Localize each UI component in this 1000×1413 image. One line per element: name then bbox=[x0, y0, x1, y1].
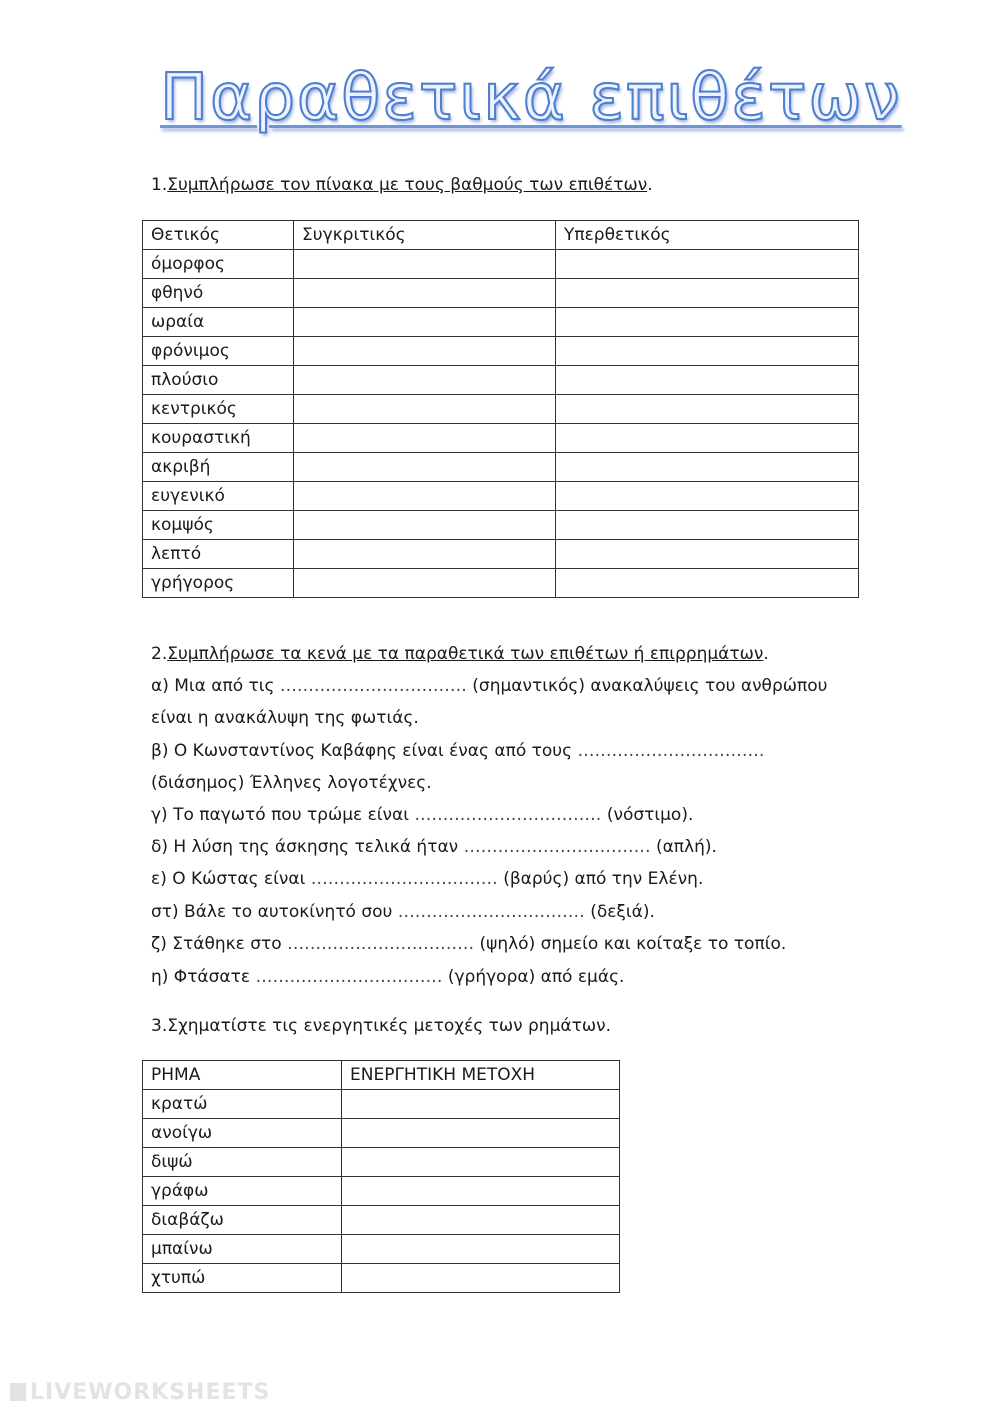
verb-cell: διαβάζω bbox=[143, 1206, 342, 1235]
sentence-text-after: (νόστιμο). bbox=[601, 805, 694, 825]
sentence-text-after: (γρήγορα) από εμάς. bbox=[442, 967, 625, 987]
section3-heading: 3.Σχηματίστε τις ενεργητικές μετοχές των ρημάτων. bbox=[151, 1016, 611, 1036]
answer-blank[interactable]: …………………………… bbox=[287, 934, 475, 954]
answer-blank[interactable]: …………………………… bbox=[463, 837, 651, 857]
verb-cell: κρατώ bbox=[143, 1090, 342, 1119]
participle-answer-cell[interactable] bbox=[342, 1119, 620, 1148]
answer-blank[interactable]: …………………………… bbox=[414, 805, 602, 825]
participle-answer-cell[interactable] bbox=[342, 1177, 620, 1206]
participle-answer-cell[interactable] bbox=[342, 1206, 620, 1235]
participle-table bbox=[142, 1060, 620, 1293]
sentence-line bbox=[151, 837, 717, 857]
sentence-text-before: ε) Ο Κώστας είναι bbox=[151, 869, 311, 889]
positive-degree-cell: ωραία bbox=[143, 308, 294, 337]
table-row bbox=[143, 569, 859, 598]
comparative-answer-cell[interactable] bbox=[294, 424, 556, 453]
superlative-answer-cell[interactable] bbox=[556, 569, 859, 598]
column-header: Θετικός bbox=[143, 221, 294, 250]
section1-heading bbox=[151, 175, 653, 195]
sentence-text-before: ζ) Στάθηκε στο bbox=[151, 934, 288, 954]
sentence-text-after: (ψηλό) σημείο και κοίταξε το τοπίο. bbox=[474, 934, 787, 954]
table-row bbox=[143, 308, 859, 337]
sentence-line bbox=[151, 773, 432, 793]
comparison-table bbox=[142, 220, 859, 598]
comparative-answer-cell[interactable] bbox=[294, 453, 556, 482]
column-header: ΡΗΜΑ bbox=[143, 1061, 342, 1090]
superlative-answer-cell[interactable] bbox=[556, 366, 859, 395]
table-row bbox=[143, 1235, 620, 1264]
sentence-text-before: (διάσημος) Έλληνες λογοτέχνες. bbox=[151, 773, 432, 793]
sentence-line bbox=[151, 708, 419, 728]
sentence-line bbox=[151, 741, 764, 761]
superlative-answer-cell[interactable] bbox=[556, 540, 859, 569]
table-header-row bbox=[143, 1061, 620, 1090]
sentence-text-after: (δεξιά). bbox=[584, 902, 655, 922]
page-title: Παραθετικά επιθέτων bbox=[160, 61, 902, 135]
answer-blank[interactable]: …………………………… bbox=[279, 676, 467, 696]
comparative-answer-cell[interactable] bbox=[294, 569, 556, 598]
table-row bbox=[143, 511, 859, 540]
positive-degree-cell: φθηνό bbox=[143, 279, 294, 308]
comparative-answer-cell[interactable] bbox=[294, 337, 556, 366]
table-row bbox=[143, 250, 859, 279]
table-row bbox=[143, 279, 859, 308]
sentence-text-before: δ) Η λύση της άσκησης τελικά ήταν bbox=[151, 837, 464, 857]
comparative-answer-cell[interactable] bbox=[294, 482, 556, 511]
table-row bbox=[143, 1090, 620, 1119]
sentence-line bbox=[151, 676, 827, 696]
section2-number: 2. bbox=[151, 644, 168, 664]
table-row bbox=[143, 395, 859, 424]
table-row bbox=[143, 453, 859, 482]
table-header-row bbox=[143, 221, 859, 250]
column-header: Υπερθετικός bbox=[556, 221, 859, 250]
participle-answer-cell[interactable] bbox=[342, 1090, 620, 1119]
table-row bbox=[143, 337, 859, 366]
table-row bbox=[143, 1119, 620, 1148]
table-row bbox=[143, 1264, 620, 1293]
section2-instruction: Συμπλήρωσε τα κενά με τα παραθετικά των επιθέτων ή επιρρημάτων bbox=[167, 644, 764, 664]
positive-degree-cell: ευγενικό bbox=[143, 482, 294, 511]
sentence-line bbox=[151, 967, 624, 987]
table-row bbox=[143, 1206, 620, 1235]
answer-blank[interactable]: …………………………… bbox=[255, 967, 443, 987]
comparative-answer-cell[interactable] bbox=[294, 366, 556, 395]
positive-degree-cell: κεντρικός bbox=[143, 395, 294, 424]
sentence-text-after: (απλή). bbox=[650, 837, 717, 857]
verb-cell: χτυπώ bbox=[143, 1264, 342, 1293]
section1-period: . bbox=[647, 175, 653, 195]
sentence-line bbox=[151, 934, 786, 954]
table-row bbox=[143, 540, 859, 569]
sentence-text-before: γ) Το παγωτό που τρώμε είναι bbox=[151, 805, 415, 825]
sentence-line bbox=[151, 805, 693, 825]
participle-answer-cell[interactable] bbox=[342, 1235, 620, 1264]
liveworksheets-logo-icon bbox=[10, 1383, 26, 1401]
participle-answer-cell[interactable] bbox=[342, 1264, 620, 1293]
sentence-text-before: α) Μια από τις bbox=[151, 676, 280, 696]
superlative-answer-cell[interactable] bbox=[556, 511, 859, 540]
answer-blank[interactable]: …………………………… bbox=[397, 902, 585, 922]
superlative-answer-cell[interactable] bbox=[556, 250, 859, 279]
comparative-answer-cell[interactable] bbox=[294, 250, 556, 279]
verb-cell: γράφω bbox=[143, 1177, 342, 1206]
verb-cell: ανοίγω bbox=[143, 1119, 342, 1148]
positive-degree-cell: όμορφος bbox=[143, 250, 294, 279]
sentence-text-before: β) Ο Κωνσταντίνος Καβάφης είναι ένας από τους bbox=[151, 741, 578, 761]
superlative-answer-cell[interactable] bbox=[556, 308, 859, 337]
liveworksheets-watermark bbox=[10, 1380, 270, 1405]
superlative-answer-cell[interactable] bbox=[556, 337, 859, 366]
sentence-text-after: (σημαντικός) ανακαλύψεις του ανθρώπου bbox=[466, 676, 828, 696]
positive-degree-cell: ακριβή bbox=[143, 453, 294, 482]
comparative-answer-cell[interactable] bbox=[294, 511, 556, 540]
positive-degree-cell: λεπτό bbox=[143, 540, 294, 569]
sentence-line bbox=[151, 902, 655, 922]
comparative-answer-cell[interactable] bbox=[294, 395, 556, 424]
sentence-text-before: η) Φτάσατε bbox=[151, 967, 256, 987]
comparative-answer-cell[interactable] bbox=[294, 279, 556, 308]
column-header: ΕΝΕΡΓΗΤΙΚΗ ΜΕΤΟΧΗ bbox=[342, 1061, 620, 1090]
verb-cell: μπαίνω bbox=[143, 1235, 342, 1264]
positive-degree-cell: κομψός bbox=[143, 511, 294, 540]
sentence-line bbox=[151, 869, 703, 889]
section2-period: . bbox=[763, 644, 769, 664]
positive-degree-cell: πλούσιο bbox=[143, 366, 294, 395]
positive-degree-cell: φρόνιμος bbox=[143, 337, 294, 366]
answer-blank[interactable]: …………………………… bbox=[577, 741, 765, 761]
positive-degree-cell: γρήγορος bbox=[143, 569, 294, 598]
answer-blank[interactable]: …………………………… bbox=[310, 869, 498, 889]
watermark-text: LIVEWORKSHEETS bbox=[30, 1380, 271, 1405]
comparative-answer-cell[interactable] bbox=[294, 540, 556, 569]
comparative-answer-cell[interactable] bbox=[294, 308, 556, 337]
sentence-text-after: (βαρύς) από την Ελένη. bbox=[497, 869, 704, 889]
sentence-text-before: στ) Βάλε το αυτοκίνητό σου bbox=[151, 902, 398, 922]
superlative-answer-cell[interactable] bbox=[556, 279, 859, 308]
section1-instruction: Συμπλήρωσε τον πίνακα με τους βαθμούς των επιθέτων bbox=[167, 175, 648, 195]
superlative-answer-cell[interactable] bbox=[556, 395, 859, 424]
superlative-answer-cell[interactable] bbox=[556, 453, 859, 482]
participle-answer-cell[interactable] bbox=[342, 1148, 620, 1177]
sentence-text-before: είναι η ανακάλυψη της φωτιάς. bbox=[151, 708, 419, 728]
superlative-answer-cell[interactable] bbox=[556, 424, 859, 453]
table-row bbox=[143, 1148, 620, 1177]
section1-number: 1. bbox=[151, 175, 168, 195]
table-row bbox=[143, 482, 859, 511]
table-row bbox=[143, 366, 859, 395]
verb-cell: διψώ bbox=[143, 1148, 342, 1177]
section2-heading bbox=[151, 644, 769, 664]
table-row bbox=[143, 1177, 620, 1206]
column-header: Συγκριτικός bbox=[294, 221, 556, 250]
positive-degree-cell: κουραστική bbox=[143, 424, 294, 453]
table-row bbox=[143, 424, 859, 453]
superlative-answer-cell[interactable] bbox=[556, 482, 859, 511]
